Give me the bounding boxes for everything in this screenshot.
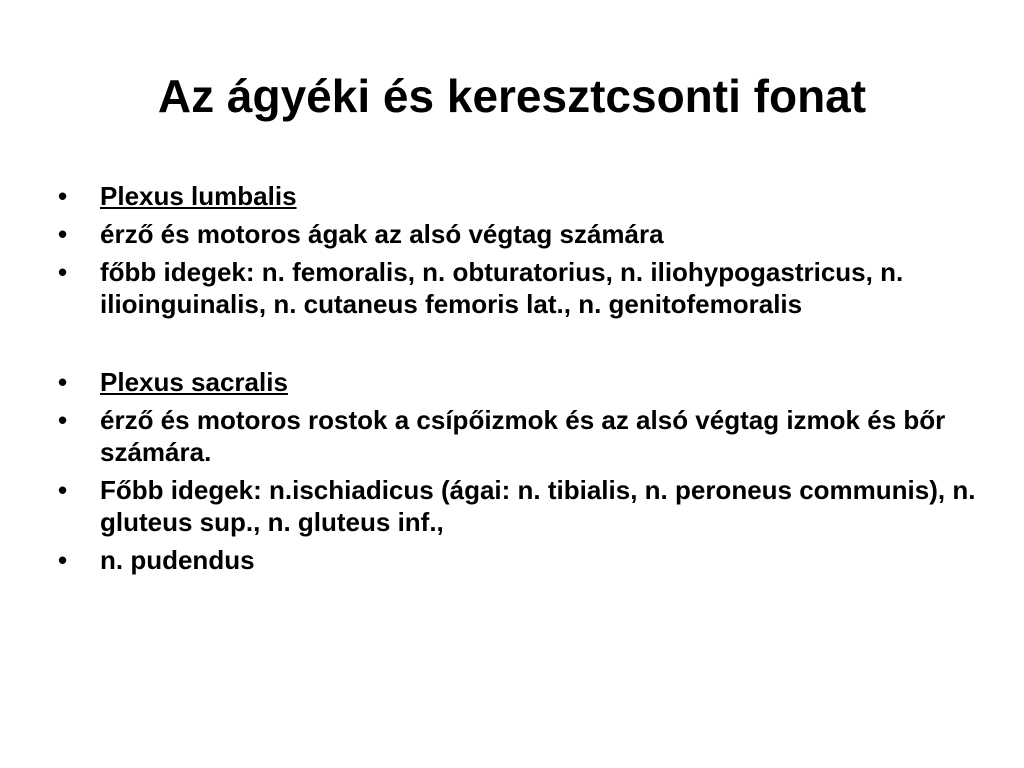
bullet-dot-icon: • xyxy=(58,367,68,397)
bullet-dot-icon: • xyxy=(58,181,68,211)
bullet-item-lumbalis-nerves xyxy=(58,256,978,320)
bullet-heading-plexus-sacralis: Plexus sacralis xyxy=(100,367,288,397)
bullet-dot-icon: • xyxy=(58,219,68,249)
bullet-dot-icon: • xyxy=(58,257,68,287)
bullet-dot-icon: • xyxy=(58,475,68,505)
bullet-item-plexus-sacralis xyxy=(58,366,978,398)
bullet-list xyxy=(58,180,978,582)
bullet-dot-icon: • xyxy=(58,405,68,435)
slide-title: Az ágyéki és keresztcsonti fonat xyxy=(157,70,867,122)
bullet-text: érző és motoros rostok a csípőizmok és az alsó végtag izmok és bőr számára. xyxy=(100,405,946,467)
bullet-heading-plexus-lumbalis: Plexus lumbalis xyxy=(100,181,297,211)
bullet-item-lumbalis-function xyxy=(58,218,978,250)
bullet-text: Főbb idegek: n.ischiadicus (ágai: n. tibialis, n. peroneus communis), n. gluteus sup., n. gluteus inf., xyxy=(100,475,976,537)
bullet-text: érző és motoros ágak az alsó végtag számára xyxy=(100,219,664,249)
bullet-item-pudendus xyxy=(58,544,978,576)
bullet-text: n. pudendus xyxy=(100,545,255,575)
bullet-item-plexus-lumbalis xyxy=(58,180,978,212)
bullet-item-sacralis-nerves xyxy=(58,474,978,538)
bullet-text: főbb idegek: n. femoralis, n. obturatorius, n. iliohypogastricus, n. ilioinguinalis, n. cutaneus femoris lat., n. genitofemoralis xyxy=(100,257,904,319)
bullet-dot-icon: • xyxy=(58,545,68,575)
bullet-item-sacralis-function xyxy=(58,404,978,468)
